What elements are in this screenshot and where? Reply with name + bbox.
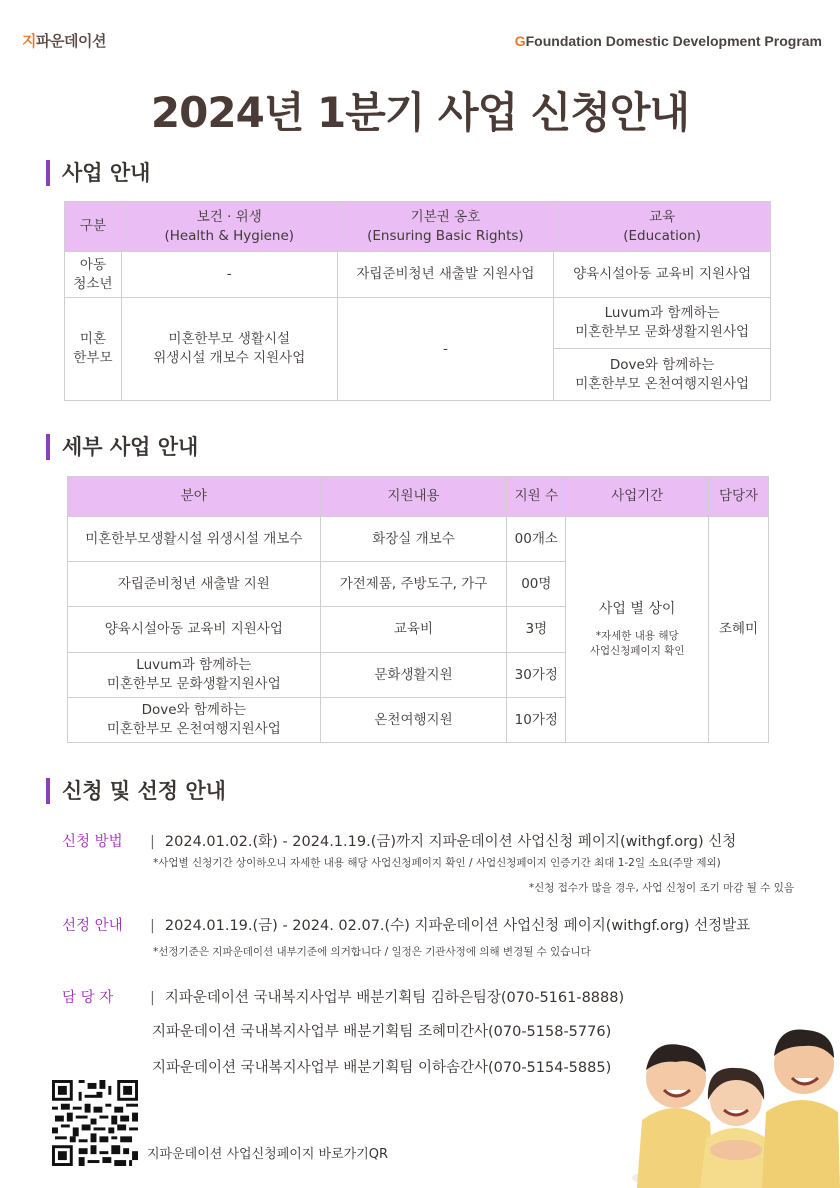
support-cell: 온천여행지원	[320, 698, 507, 743]
period-note: *자세한 내용 해당 사업신청페이지 확인	[589, 630, 685, 657]
field-cell: 양육시설아동 교육비 지원사업	[68, 607, 321, 653]
table-cell: 미혼한부모 생활시설 위생시설 개보수 지원사업	[121, 298, 337, 401]
count-cell: 30가정	[507, 653, 566, 698]
contact-row: 담 당 자 | 지파운데이션 국내복지사업부 배분기획팀 김하은팀장(070-5161-8888)	[62, 986, 624, 1007]
foundation-logo: 지파운데이션	[22, 32, 106, 50]
header-support: 지원내용	[320, 477, 507, 517]
table-cell: 자립준비청년 새출발 지원사업	[337, 252, 554, 298]
header-manager: 담당자	[709, 477, 769, 517]
business-guide-table	[64, 201, 771, 401]
manager-cell: 조혜미	[709, 517, 769, 743]
selection-note: *선정기준은 지파운데이션 내부기준에 의거합니다 / 일정은 기관사정에 의해 변경될 수 있습니다	[153, 946, 591, 958]
qr-caption: 지파운데이션 사업신청페이지 바로가기QR	[147, 1147, 389, 1162]
field-cell: Dove와 함께하는 미혼한부모 온천여행지원사업	[68, 698, 321, 743]
table-row	[68, 517, 769, 562]
table-cell: Luvum과 함께하는 미혼한부모 문화생활지원사업	[554, 298, 771, 349]
support-cell: 가전제품, 주방도구, 가구	[320, 562, 507, 607]
header-count: 지원 수	[507, 477, 566, 517]
table-cell: Dove와 함께하는 미혼한부모 온천여행지원사업	[554, 349, 771, 401]
selection-label: 선정 안내	[62, 918, 123, 934]
detail-guide-table	[67, 476, 769, 743]
apply-method-row: 신청 방법 | 2024.01.02.(화) - 2024.1.19.(금)까지 지파운데이션 사업신청 페이지(withgf.org) 신청	[62, 830, 736, 851]
header-field: 분야	[68, 477, 321, 517]
section-heading-business-guide: 사업 안내	[46, 160, 150, 186]
contact-2: 지파운데이션 국내복지사업부 배분기획팀 조혜미간사(070-5158-5776)	[152, 1024, 612, 1040]
apply-note-1: *사업별 신청기간 상이하오니 자세한 내용 해당 사업신청페이지 확인 / 사업신청페이지 인증기간 최대 1-2일 소요(주말 제외)	[153, 857, 721, 869]
apply-method-label: 신청 방법	[62, 834, 123, 850]
apply-method-text: 2024.01.02.(화) - 2024.1.19.(금)까지 지파운데이션 사업신청 페이지(withgf.org) 신청	[164, 834, 737, 850]
header-category: 구분	[65, 202, 122, 252]
qr-code[interactable]	[52, 1080, 138, 1166]
contact-1: 지파운데이션 국내복지사업부 배분기획팀 김하은팀장(070-5161-8888)	[164, 990, 625, 1006]
row-category: 미혼 한부모	[65, 298, 122, 401]
header-period: 사업기간	[566, 477, 709, 517]
count-cell: 00개소	[507, 517, 566, 562]
table-cell: 양육시설아동 교육비 지원사업	[554, 252, 771, 298]
field-cell: 미혼한부모생활시설 위생시설 개보수	[68, 517, 321, 562]
header-health: 보건 · 위생 (Health & Hygiene)	[121, 202, 337, 252]
table-cell: -	[121, 252, 337, 298]
section-heading-detail-guide: 세부 사업 안내	[46, 434, 198, 460]
apply-note-2: *신청 접수가 많을 경우, 사업 신청이 조기 마감 될 수 있음	[528, 882, 794, 894]
contact-label: 담 당 자	[62, 990, 114, 1006]
table-cell: -	[337, 298, 554, 401]
program-name: GFoundation Domestic Development Program	[514, 33, 822, 49]
support-cell: 화장실 개보수	[320, 517, 507, 562]
children-photo	[632, 1000, 840, 1188]
header-education: 교육 (Education)	[554, 202, 771, 252]
selection-text: 2024.01.19.(금) - 2024. 02.07.(수) 지파운데이션 사업신청 페이지(withgf.org) 선정발표	[164, 918, 751, 934]
field-cell: 자립준비청년 새출발 지원	[68, 562, 321, 607]
count-cell: 3명	[507, 607, 566, 653]
count-cell: 00명	[507, 562, 566, 607]
page-title: 2024년 1분기 사업 신청안내	[150, 88, 690, 137]
contact-3: 지파운데이션 국내복지사업부 배분기획팀 이하솜간사(070-5154-5885)	[152, 1060, 612, 1076]
row-category: 아동 청소년	[65, 252, 122, 298]
field-cell: Luvum과 함께하는 미혼한부모 문화생활지원사업	[68, 653, 321, 698]
support-cell: 교육비	[320, 607, 507, 653]
header-rights: 기본권 옹호 (Ensuring Basic Rights)	[337, 202, 554, 252]
support-cell: 문화생활지원	[320, 653, 507, 698]
period-cell: 사업 별 상이 *자세한 내용 해당 사업신청페이지 확인	[566, 517, 709, 743]
selection-row: 선정 안내 | 2024.01.19.(금) - 2024. 02.07.(수) 지파운데이션 사업신청 페이지(withgf.org) 선정발표	[62, 914, 750, 935]
section-heading-apply-select: 신청 및 선정 안내	[46, 778, 226, 804]
count-cell: 10가정	[507, 698, 566, 743]
